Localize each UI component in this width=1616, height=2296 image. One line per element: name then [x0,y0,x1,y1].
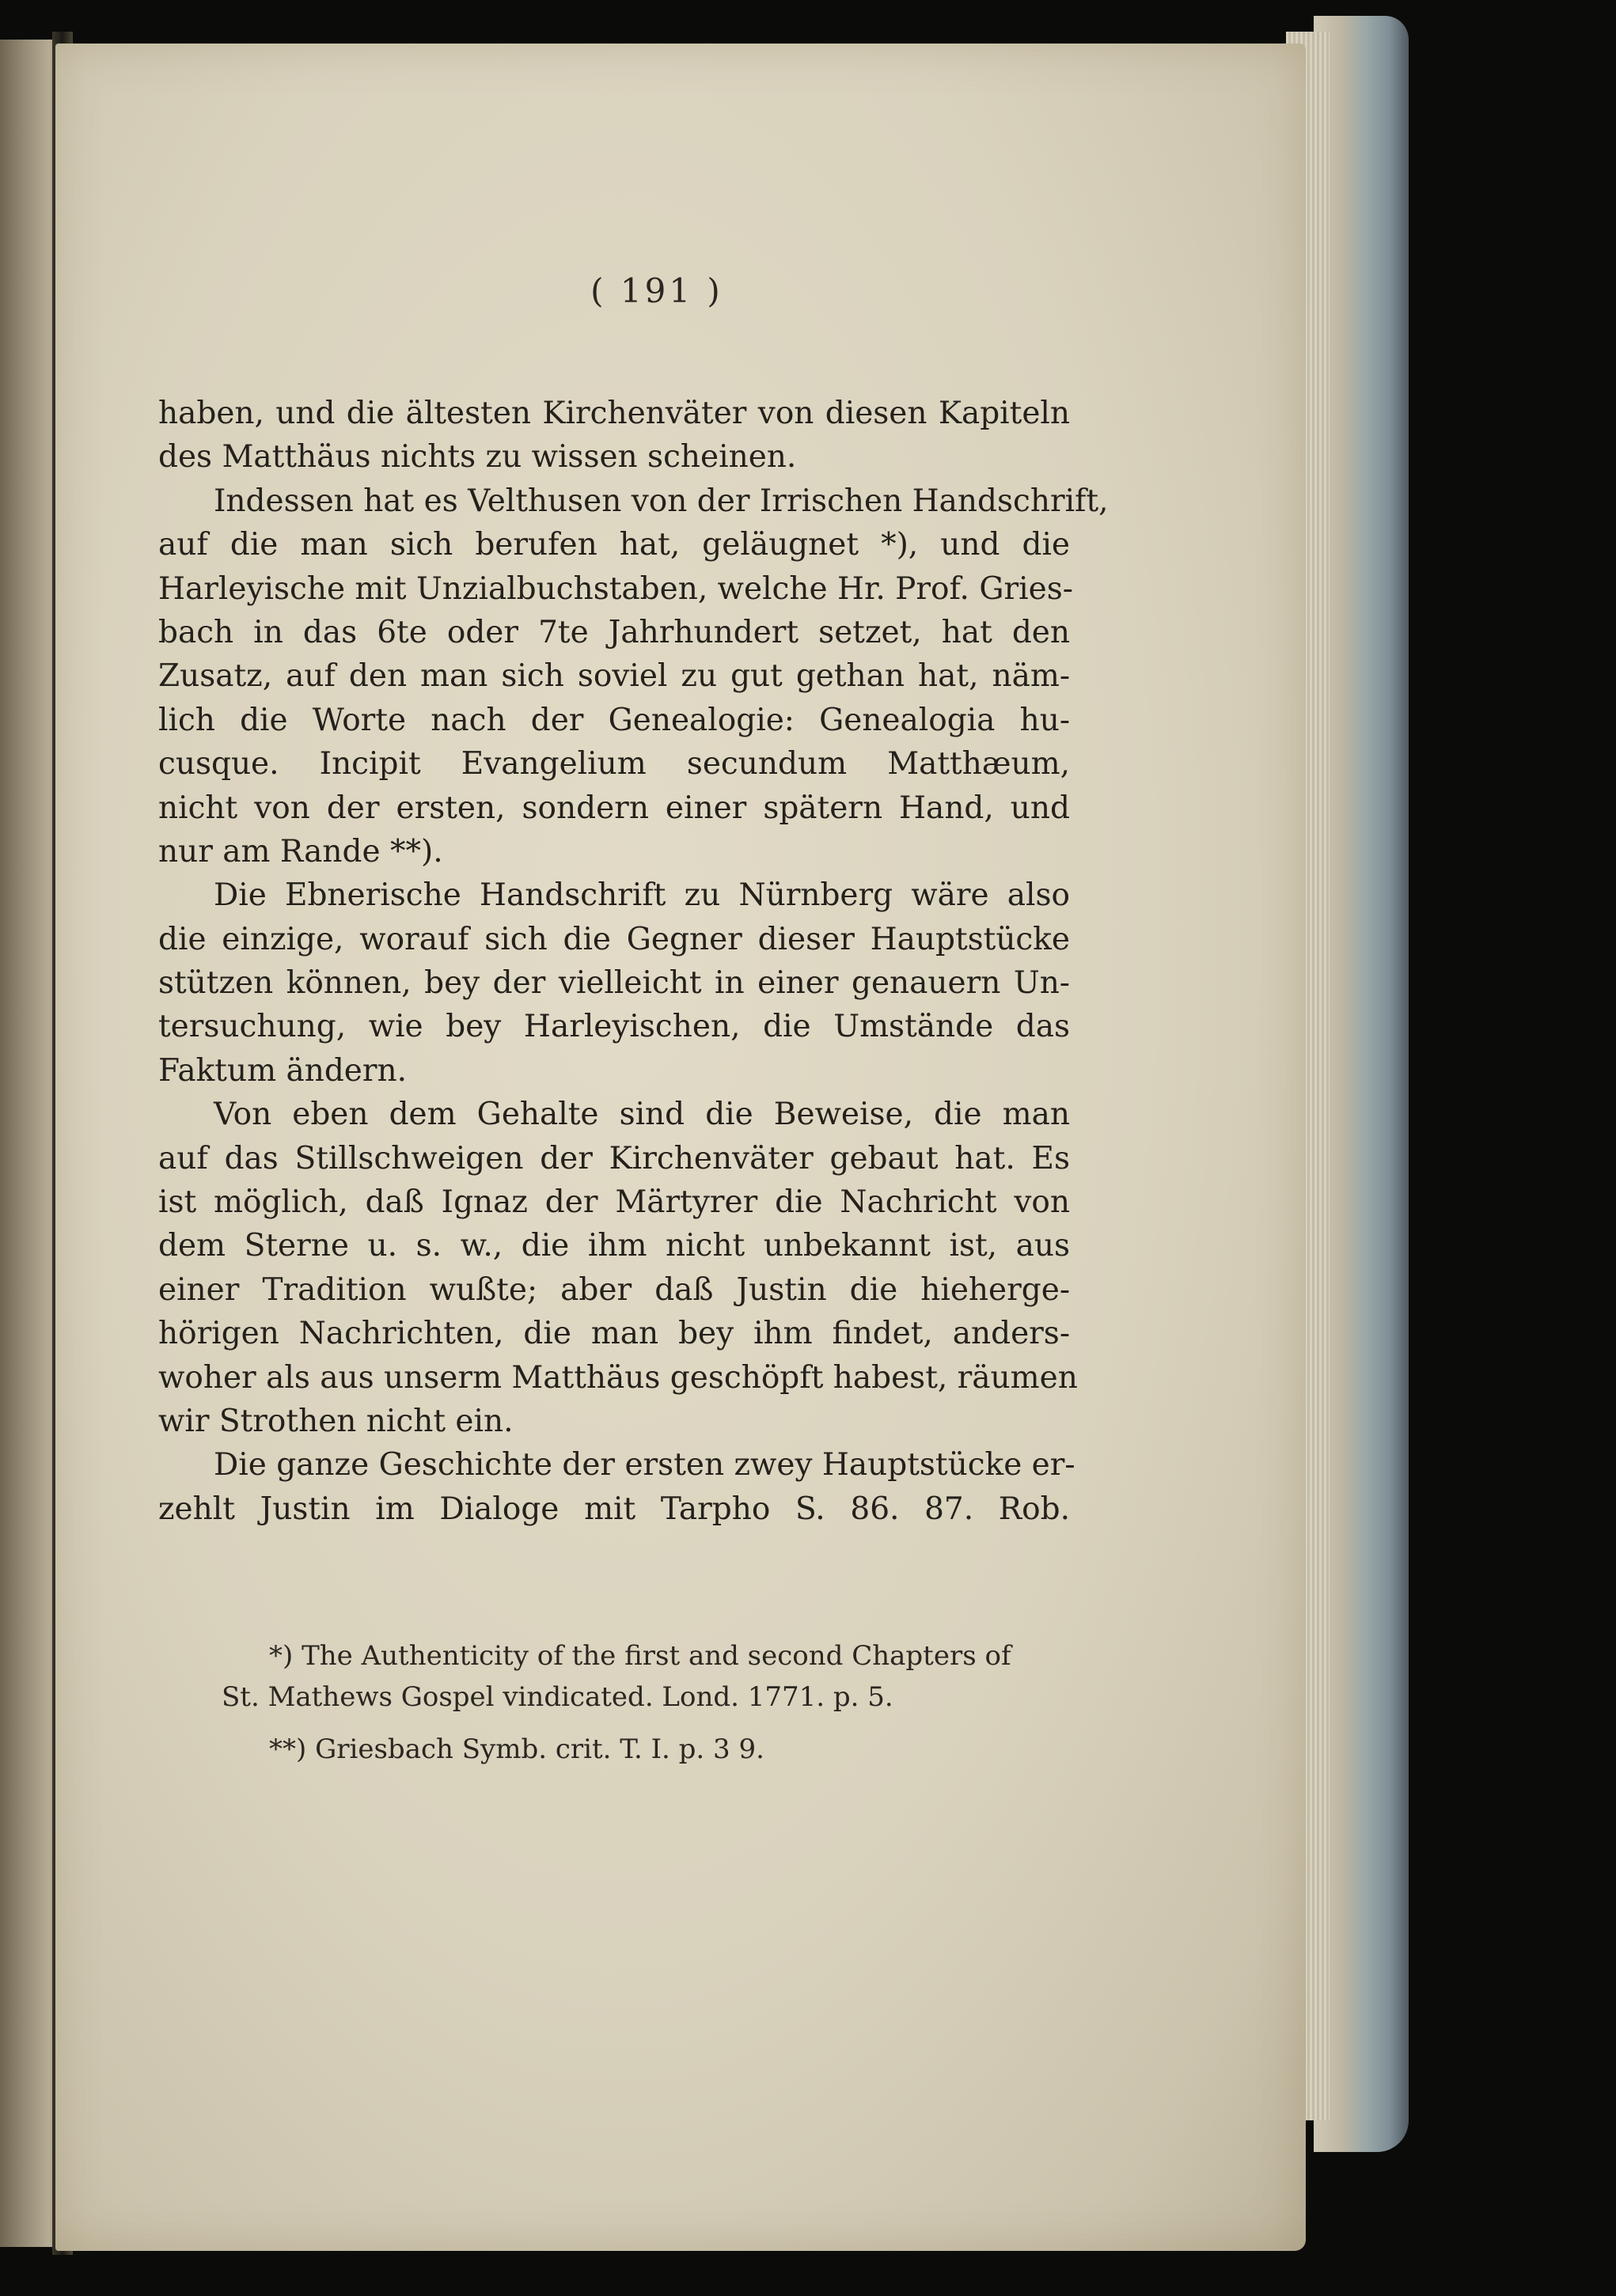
text-line: woher als aus unserm Matthäus geschöpft habest, räumen [158,1359,1078,1396]
text-line: Die Ebnerische Handschrift zu Nürnberg wäre also [214,877,1070,914]
text-line: Indessen hat es Velthusen von der Irrischen Handschrift, [214,483,1109,519]
text-line: auf die man sich berufen hat, geläugnet *), und die [158,527,1070,563]
text-line: Zusatz, auf den man sich soviel zu gut gethan hat, näm- [158,658,1070,695]
page-body [158,392,1109,1531]
page-number: ( 191 ) [590,271,723,310]
text-line: zehlt Justin im Dialoge mit Tarpho S. 86. 87. Rob. [158,1491,1070,1527]
text-line: cusque. Incipit Evangelium secundum Matthæum, [158,746,1070,782]
text-line: tersuchung, wie bey Harleyischen, die Umstände das [158,1009,1070,1045]
footnote-continuation: St. Mathews Gospel vindicated. Lond. 1771. p. 5. [222,1681,893,1713]
text-line: bach in das 6te oder 7te Jahrhundert setzet, hat den [158,614,1070,650]
book-page [55,44,1306,2251]
footnote: **) Griesbach Symb. crit. T. I. p. 3 9. [269,1733,764,1765]
text-line: hörigen Nachrichten, die man bey ihm findet, anders- [158,1316,1070,1352]
text-line: ist möglich, daß Ignaz der Märtyrer die Nachricht von [158,1184,1070,1221]
text-line: dem Sterne u. s. w., die ihm nicht unbekannt ist, aus [158,1228,1070,1264]
text-line: des Matthäus nichts zu wissen scheinen. [158,439,797,475]
text-line: Harleyische mit Unzialbuchstaben, welche Hr. Prof. Gries- [158,570,1073,607]
text-line: die einzige, worauf sich die Gegner dieser Hauptstücke [158,921,1070,957]
footnotes [174,1635,1084,1770]
text-line: nicht von der ersten, sondern einer spätern Hand, und [158,790,1070,826]
text-line: lich die Worte nach der Genealogie: Genealogia hu- [158,702,1070,738]
text-line: stützen können, bey der vielleicht in einer genauern Un- [158,965,1070,1002]
text-line: haben, und die ältesten Kirchenväter von diesen Kapiteln [158,396,1070,431]
footnote: *) The Authenticity of the first and second Chapters of [269,1640,1011,1672]
text-line: Die ganze Geschichte der ersten zwey Hauptstücke er- [214,1447,1075,1483]
text-line: Von eben dem Gehalte sind die Beweise, die man [214,1097,1070,1133]
text-line: nur am Rande **). [158,833,443,870]
text-line: Faktum ändern. [158,1052,408,1089]
text-line: wir Strothen nicht ein. [158,1403,514,1439]
text-line: einer Tradition wußte; aber daß Justin die hieherge- [158,1271,1070,1308]
text-line: auf das Stillschweigen der Kirchenväter gebaut hat. Es [158,1140,1070,1176]
